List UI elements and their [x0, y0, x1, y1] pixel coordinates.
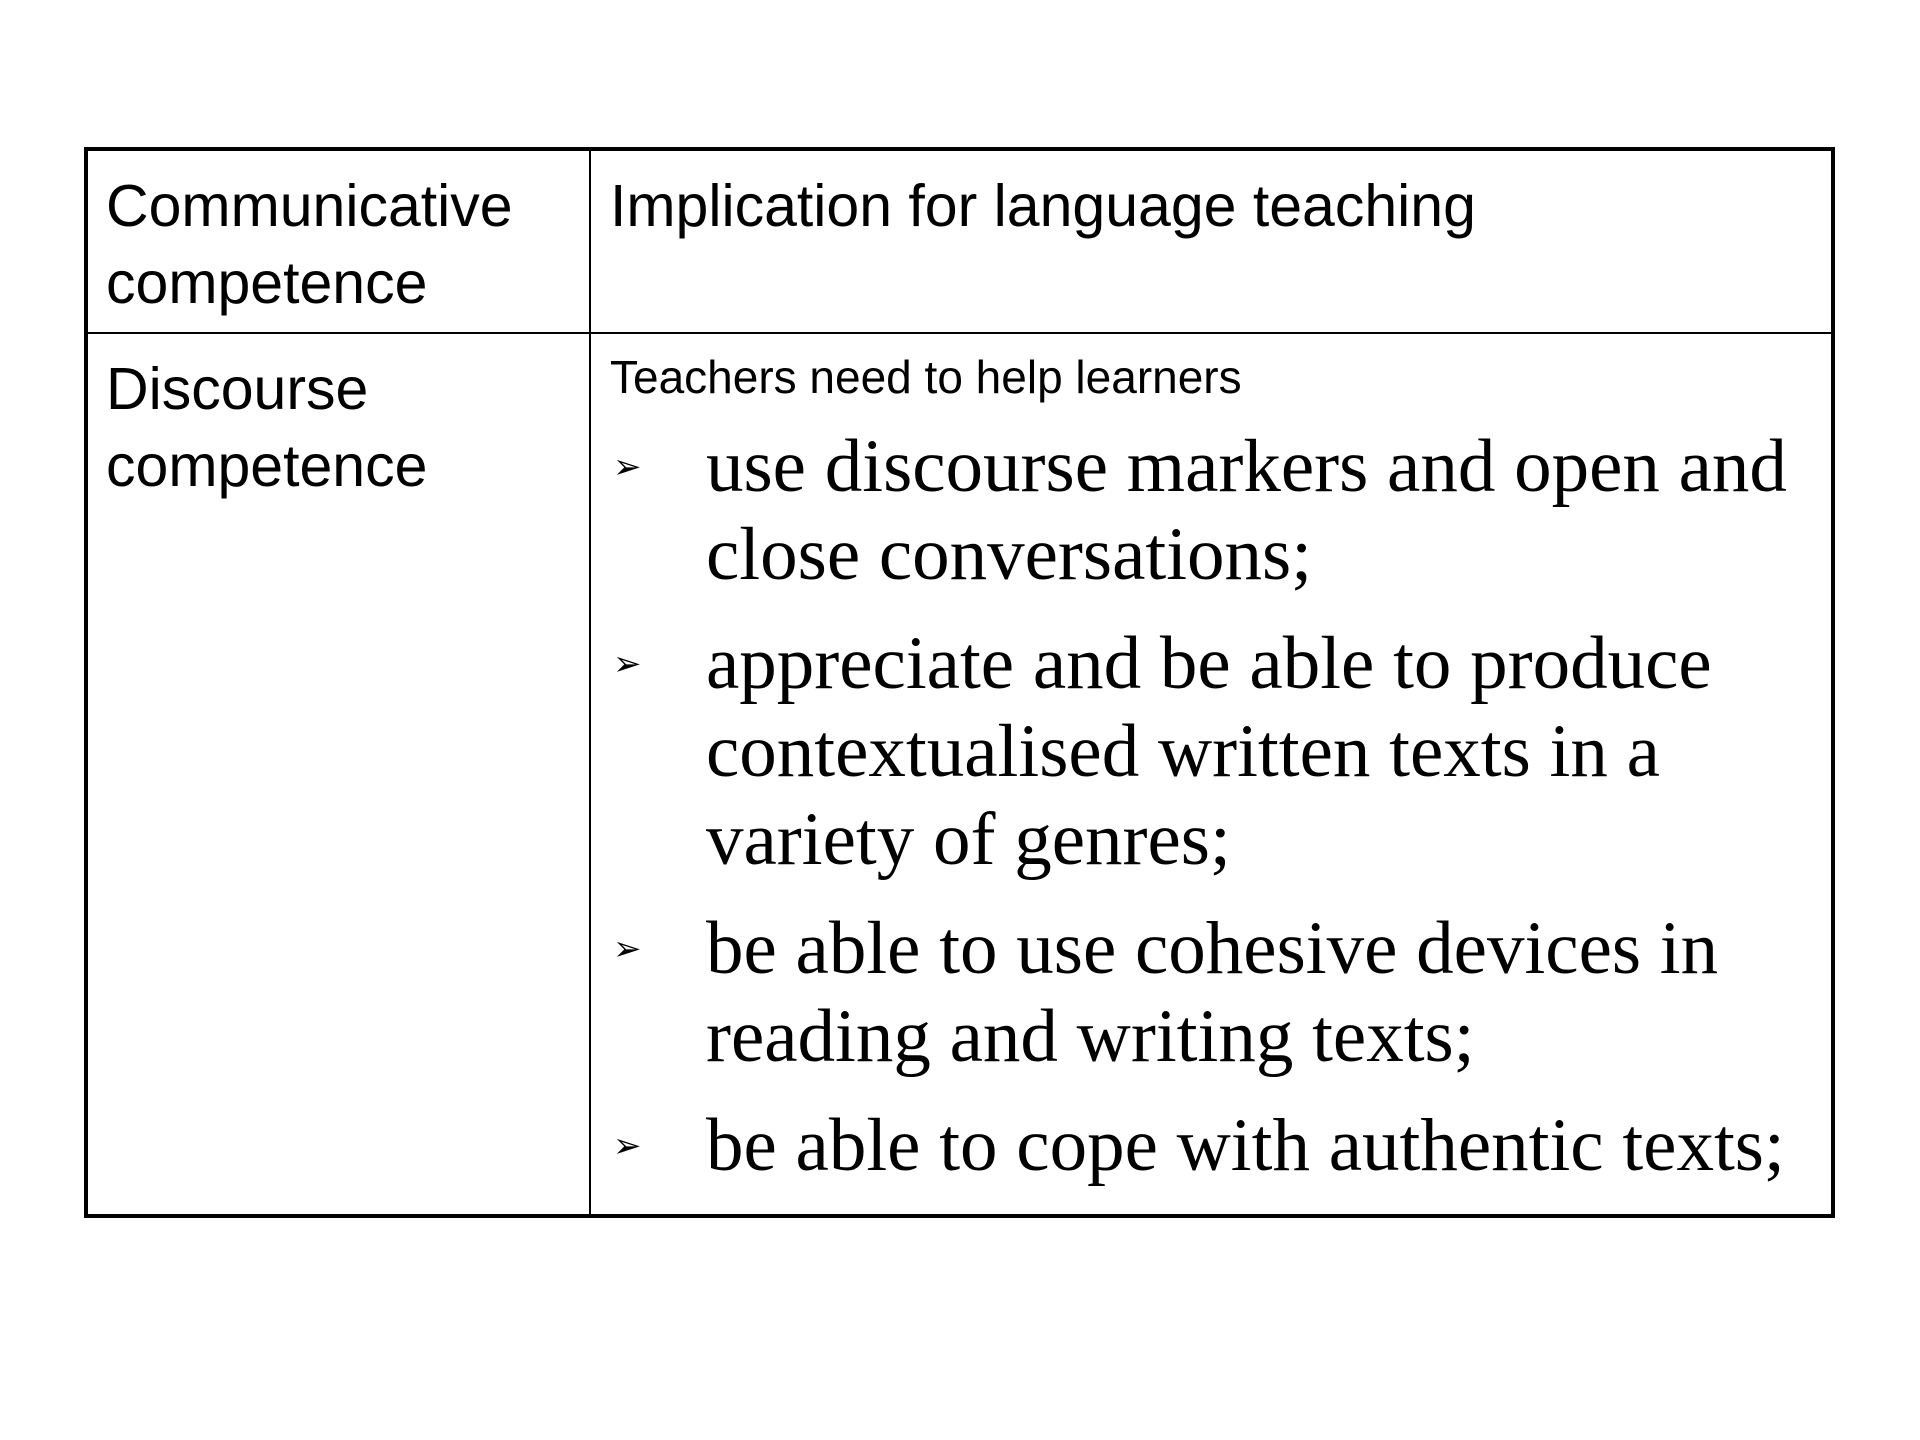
list-item [610, 905, 1821, 1081]
header-cell-implication [591, 151, 1831, 334]
competence-table [84, 147, 1835, 1218]
list-item-text: appreciate and be able to produce contextualised written texts in a variety of genres; [706, 622, 1712, 881]
implication-list [610, 423, 1821, 1190]
list-item-text: use discourse markers and open and close conversations; [706, 425, 1787, 596]
competence-name: Discourse competence [106, 356, 428, 499]
header-implication-label: Implication for language teaching [610, 173, 1476, 239]
list-item-text: be able to use cohesive devices in reading and writing texts; [706, 907, 1719, 1078]
implication-intro: Teachers need to help learners [610, 351, 1242, 403]
arrow-bullet-icon: ➢ [613, 929, 642, 969]
list-item [610, 423, 1821, 599]
competence-cell [88, 334, 591, 1214]
header-cell-competence [88, 151, 591, 334]
arrow-bullet-icon: ➢ [613, 1126, 642, 1166]
list-item [610, 1102, 1821, 1190]
header-competence-label: Communicative competence [106, 173, 513, 316]
implication-cell [591, 334, 1831, 1214]
arrow-bullet-icon: ➢ [613, 644, 642, 684]
arrow-bullet-icon: ➢ [613, 447, 642, 487]
list-item-text: be able to cope with authentic texts; [706, 1104, 1785, 1187]
list-item [610, 620, 1821, 884]
